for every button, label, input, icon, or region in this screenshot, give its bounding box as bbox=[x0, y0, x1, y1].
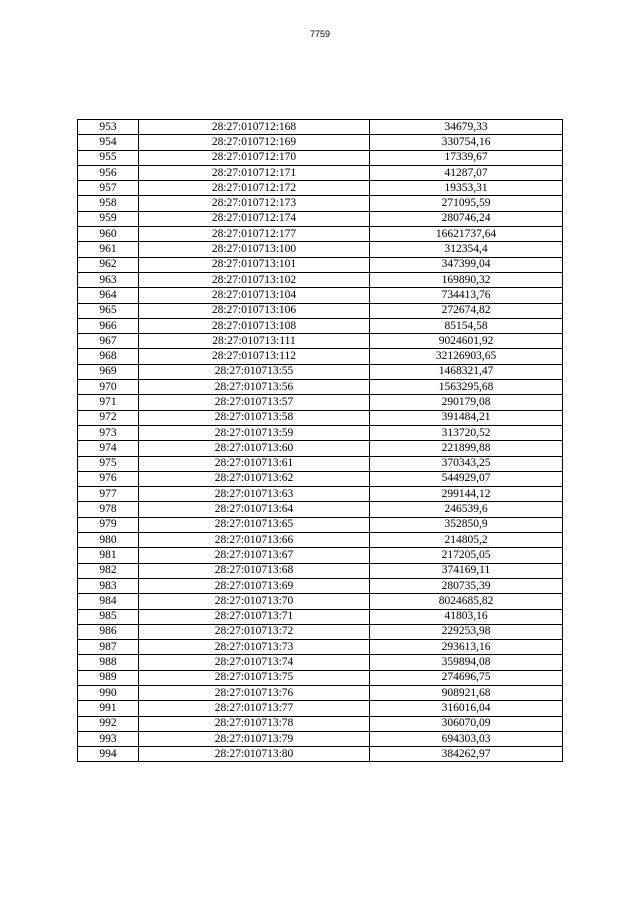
row-number-cell: 968 bbox=[78, 349, 139, 364]
row-number-cell: 983 bbox=[78, 578, 139, 593]
cadastral-number-cell: 28:27:010713:104 bbox=[139, 288, 370, 303]
table-row bbox=[78, 594, 563, 609]
cadastral-number-cell: 28:27:010713:78 bbox=[139, 716, 370, 731]
value-cell: 280746,24 bbox=[370, 211, 563, 226]
cadastral-number-cell: 28:27:010713:101 bbox=[139, 257, 370, 272]
table-row bbox=[78, 578, 563, 593]
value-cell: 9024601,92 bbox=[370, 334, 563, 349]
cadastral-number-cell: 28:27:010712:170 bbox=[139, 150, 370, 165]
row-number-cell: 985 bbox=[78, 609, 139, 624]
row-number-cell: 953 bbox=[78, 120, 139, 135]
table-row bbox=[78, 425, 563, 440]
value-cell: 246539,6 bbox=[370, 502, 563, 517]
value-cell: 8024685,82 bbox=[370, 594, 563, 609]
table-row bbox=[78, 731, 563, 746]
row-number-cell: 959 bbox=[78, 211, 139, 226]
cadastral-number-cell: 28:27:010713:76 bbox=[139, 685, 370, 700]
table-row bbox=[78, 135, 563, 150]
row-number-cell: 954 bbox=[78, 135, 139, 150]
row-number-cell: 991 bbox=[78, 701, 139, 716]
table-row bbox=[78, 380, 563, 395]
row-number-cell: 976 bbox=[78, 471, 139, 486]
row-number-cell: 975 bbox=[78, 456, 139, 471]
table-row bbox=[78, 196, 563, 211]
cadastral-number-cell: 28:27:010713:69 bbox=[139, 578, 370, 593]
cadastral-number-cell: 28:27:010713:73 bbox=[139, 640, 370, 655]
table-row bbox=[78, 288, 563, 303]
row-number-cell: 979 bbox=[78, 517, 139, 532]
table-row bbox=[78, 303, 563, 318]
table-row bbox=[78, 640, 563, 655]
table-row bbox=[78, 533, 563, 548]
table-row bbox=[78, 548, 563, 563]
value-cell: 1468321,47 bbox=[370, 364, 563, 379]
cadastral-number-cell: 28:27:010713:59 bbox=[139, 425, 370, 440]
parcel-table bbox=[77, 119, 563, 762]
table-row bbox=[78, 242, 563, 257]
row-number-cell: 981 bbox=[78, 548, 139, 563]
value-cell: 384262,97 bbox=[370, 747, 563, 762]
cadastral-number-cell: 28:27:010712:177 bbox=[139, 227, 370, 242]
value-cell: 293613,16 bbox=[370, 640, 563, 655]
row-number-cell: 969 bbox=[78, 364, 139, 379]
table-row bbox=[78, 563, 563, 578]
table-row bbox=[78, 670, 563, 685]
cadastral-number-cell: 28:27:010713:60 bbox=[139, 441, 370, 456]
row-number-cell: 977 bbox=[78, 487, 139, 502]
table-row bbox=[78, 349, 563, 364]
table-row bbox=[78, 685, 563, 700]
row-number-cell: 967 bbox=[78, 334, 139, 349]
table-row bbox=[78, 410, 563, 425]
row-number-cell: 965 bbox=[78, 303, 139, 318]
cadastral-number-cell: 28:27:010713:108 bbox=[139, 318, 370, 333]
value-cell: 347399,04 bbox=[370, 257, 563, 272]
table-row bbox=[78, 364, 563, 379]
value-cell: 352850,9 bbox=[370, 517, 563, 532]
value-cell: 272674,82 bbox=[370, 303, 563, 318]
value-cell: 271095,59 bbox=[370, 196, 563, 211]
value-cell: 1563295,68 bbox=[370, 380, 563, 395]
cadastral-number-cell: 28:27:010713:74 bbox=[139, 655, 370, 670]
table-row bbox=[78, 471, 563, 486]
table-row bbox=[78, 181, 563, 196]
row-number-cell: 994 bbox=[78, 747, 139, 762]
value-cell: 214805,2 bbox=[370, 533, 563, 548]
cadastral-number-cell: 28:27:010713:80 bbox=[139, 747, 370, 762]
row-number-cell: 962 bbox=[78, 257, 139, 272]
table-row bbox=[78, 272, 563, 287]
value-cell: 694303,03 bbox=[370, 731, 563, 746]
value-cell: 290179,08 bbox=[370, 395, 563, 410]
cadastral-number-cell: 28:27:010712:169 bbox=[139, 135, 370, 150]
value-cell: 17339,67 bbox=[370, 150, 563, 165]
cadastral-number-cell: 28:27:010713:71 bbox=[139, 609, 370, 624]
cadastral-number-cell: 28:27:010713:64 bbox=[139, 502, 370, 517]
table-row bbox=[78, 747, 563, 762]
cadastral-number-cell: 28:27:010713:77 bbox=[139, 701, 370, 716]
cadastral-number-cell: 28:27:010713:112 bbox=[139, 349, 370, 364]
value-cell: 313720,52 bbox=[370, 425, 563, 440]
table-row bbox=[78, 701, 563, 716]
table-row bbox=[78, 716, 563, 731]
cadastral-number-cell: 28:27:010713:63 bbox=[139, 487, 370, 502]
value-cell: 34679,33 bbox=[370, 120, 563, 135]
value-cell: 16621737,64 bbox=[370, 227, 563, 242]
value-cell: 19353,31 bbox=[370, 181, 563, 196]
value-cell: 306070,09 bbox=[370, 716, 563, 731]
row-number-cell: 978 bbox=[78, 502, 139, 517]
value-cell: 374169,11 bbox=[370, 563, 563, 578]
value-cell: 312354,4 bbox=[370, 242, 563, 257]
row-number-cell: 992 bbox=[78, 716, 139, 731]
value-cell: 217205,05 bbox=[370, 548, 563, 563]
table-row bbox=[78, 609, 563, 624]
table-row bbox=[78, 655, 563, 670]
value-cell: 229253,98 bbox=[370, 624, 563, 639]
cadastral-number-cell: 28:27:010713:62 bbox=[139, 471, 370, 486]
row-number-cell: 963 bbox=[78, 272, 139, 287]
row-number-cell: 993 bbox=[78, 731, 139, 746]
cadastral-number-cell: 28:27:010713:65 bbox=[139, 517, 370, 532]
cadastral-number-cell: 28:27:010713:66 bbox=[139, 533, 370, 548]
value-cell: 391484,21 bbox=[370, 410, 563, 425]
cadastral-number-cell: 28:27:010713:106 bbox=[139, 303, 370, 318]
cadastral-number-cell: 28:27:010712:171 bbox=[139, 165, 370, 180]
row-number-cell: 961 bbox=[78, 242, 139, 257]
row-number-cell: 982 bbox=[78, 563, 139, 578]
row-number-cell: 974 bbox=[78, 441, 139, 456]
value-cell: 41803,16 bbox=[370, 609, 563, 624]
row-number-cell: 990 bbox=[78, 685, 139, 700]
cadastral-number-cell: 28:27:010713:67 bbox=[139, 548, 370, 563]
table-row bbox=[78, 441, 563, 456]
row-number-cell: 960 bbox=[78, 227, 139, 242]
value-cell: 359894,08 bbox=[370, 655, 563, 670]
table-row bbox=[78, 211, 563, 226]
row-number-cell: 986 bbox=[78, 624, 139, 639]
row-number-cell: 957 bbox=[78, 181, 139, 196]
value-cell: 370343,25 bbox=[370, 456, 563, 471]
row-number-cell: 971 bbox=[78, 395, 139, 410]
row-number-cell: 987 bbox=[78, 640, 139, 655]
row-number-cell: 966 bbox=[78, 318, 139, 333]
table-row bbox=[78, 120, 563, 135]
cadastral-number-cell: 28:27:010712:172 bbox=[139, 181, 370, 196]
row-number-cell: 955 bbox=[78, 150, 139, 165]
cadastral-number-cell: 28:27:010713:75 bbox=[139, 670, 370, 685]
cadastral-number-cell: 28:27:010713:61 bbox=[139, 456, 370, 471]
table-row bbox=[78, 150, 563, 165]
value-cell: 280735,39 bbox=[370, 578, 563, 593]
table-body bbox=[78, 120, 563, 762]
row-number-cell: 980 bbox=[78, 533, 139, 548]
value-cell: 274696,75 bbox=[370, 670, 563, 685]
row-number-cell: 972 bbox=[78, 410, 139, 425]
table-row bbox=[78, 517, 563, 532]
value-cell: 85154,58 bbox=[370, 318, 563, 333]
value-cell: 330754,16 bbox=[370, 135, 563, 150]
cadastral-number-cell: 28:27:010713:68 bbox=[139, 563, 370, 578]
row-number-cell: 956 bbox=[78, 165, 139, 180]
cadastral-number-cell: 28:27:010713:72 bbox=[139, 624, 370, 639]
row-number-cell: 973 bbox=[78, 425, 139, 440]
cadastral-number-cell: 28:27:010713:79 bbox=[139, 731, 370, 746]
table-row bbox=[78, 624, 563, 639]
page-number: 7759 bbox=[309, 29, 331, 39]
cadastral-number-cell: 28:27:010713:55 bbox=[139, 364, 370, 379]
table-row bbox=[78, 227, 563, 242]
value-cell: 299144,12 bbox=[370, 487, 563, 502]
table-row bbox=[78, 334, 563, 349]
row-number-cell: 958 bbox=[78, 196, 139, 211]
cadastral-number-cell: 28:27:010713:102 bbox=[139, 272, 370, 287]
table-row bbox=[78, 502, 563, 517]
value-cell: 316016,04 bbox=[370, 701, 563, 716]
cadastral-number-cell: 28:27:010713:111 bbox=[139, 334, 370, 349]
row-number-cell: 988 bbox=[78, 655, 139, 670]
table-row bbox=[78, 257, 563, 272]
value-cell: 221899,88 bbox=[370, 441, 563, 456]
cadastral-number-cell: 28:27:010713:100 bbox=[139, 242, 370, 257]
table-row bbox=[78, 165, 563, 180]
cadastral-number-cell: 28:27:010713:56 bbox=[139, 380, 370, 395]
table-row bbox=[78, 487, 563, 502]
cadastral-number-cell: 28:27:010713:70 bbox=[139, 594, 370, 609]
table-row bbox=[78, 456, 563, 471]
value-cell: 169890,32 bbox=[370, 272, 563, 287]
value-cell: 734413,76 bbox=[370, 288, 563, 303]
value-cell: 32126903,65 bbox=[370, 349, 563, 364]
row-number-cell: 964 bbox=[78, 288, 139, 303]
value-cell: 41287,07 bbox=[370, 165, 563, 180]
row-number-cell: 970 bbox=[78, 380, 139, 395]
cadastral-number-cell: 28:27:010713:57 bbox=[139, 395, 370, 410]
table-row bbox=[78, 318, 563, 333]
cadastral-number-cell: 28:27:010712:174 bbox=[139, 211, 370, 226]
value-cell: 908921,68 bbox=[370, 685, 563, 700]
row-number-cell: 989 bbox=[78, 670, 139, 685]
row-number-cell: 984 bbox=[78, 594, 139, 609]
value-cell: 544929,07 bbox=[370, 471, 563, 486]
cadastral-number-cell: 28:27:010712:173 bbox=[139, 196, 370, 211]
cadastral-number-cell: 28:27:010713:58 bbox=[139, 410, 370, 425]
table-row bbox=[78, 395, 563, 410]
cadastral-number-cell: 28:27:010712:168 bbox=[139, 120, 370, 135]
